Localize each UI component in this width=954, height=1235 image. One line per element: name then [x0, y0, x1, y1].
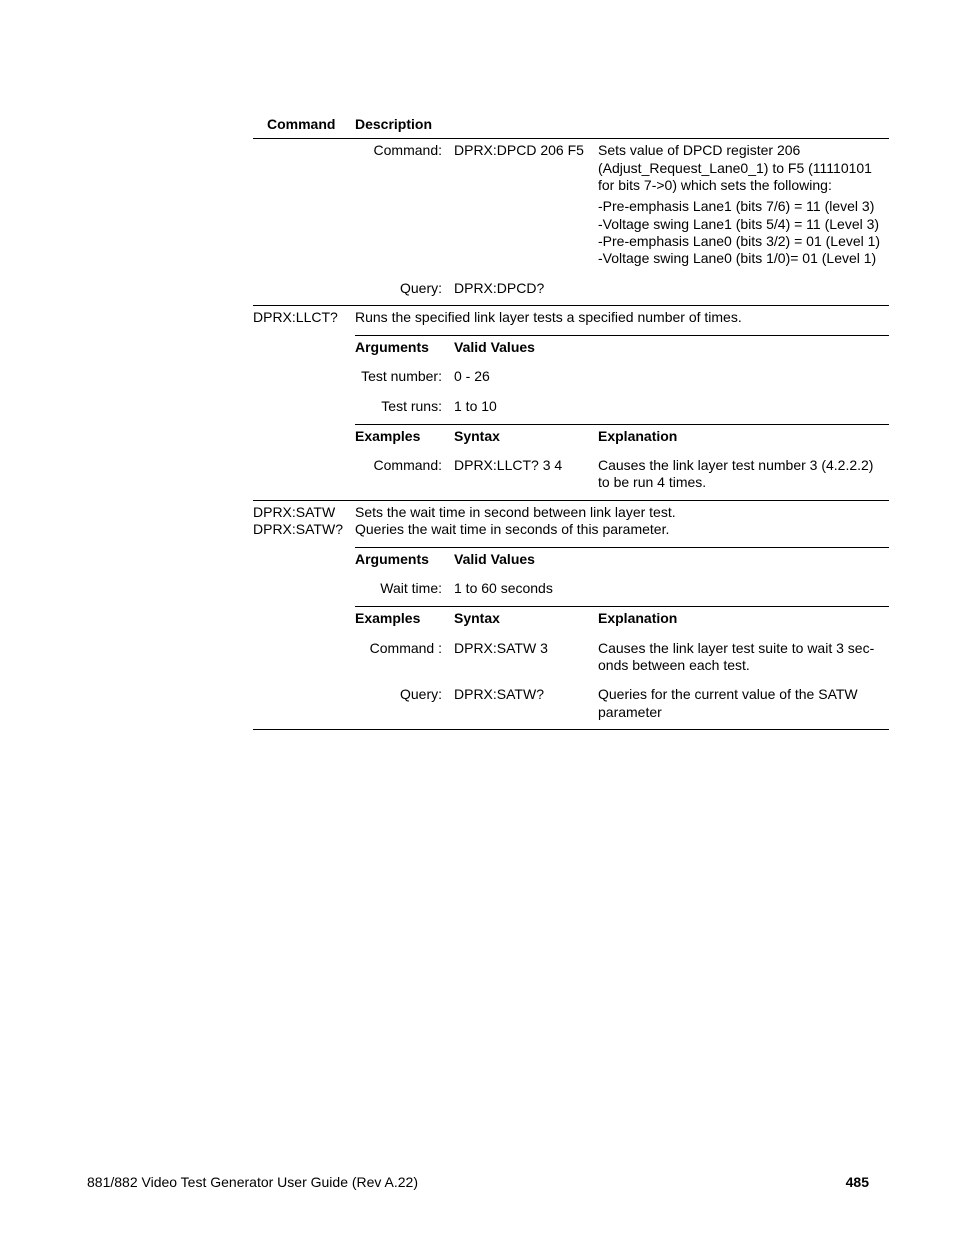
- satw-command-explanation: onds between each test.: [598, 657, 750, 673]
- header-rule: [253, 138, 889, 139]
- dpcd-command-syntax: DPRX:DPCD 206 F5: [454, 142, 584, 158]
- llct-example-syntax: DPRX:LLCT? 3 4: [454, 457, 563, 473]
- dpcd-setting-line: -Voltage swing Lane0 (bits 1/0)= 01 (Level 1): [598, 250, 877, 266]
- satw-query-explanation: parameter: [598, 704, 662, 720]
- llct-arguments-header: Arguments: [355, 339, 429, 355]
- llct-explanation-header: Explanation: [598, 428, 678, 444]
- satw-query-description: Queries the wait time in seconds of this parameter.: [355, 521, 670, 537]
- satw-valid-values-header: Valid Values: [454, 551, 535, 567]
- satw-command-syntax: DPRX:SATW 3: [454, 640, 548, 656]
- satw-query-explanation: Queries for the current value of the SATW: [598, 686, 858, 702]
- llct-arg-value: 1 to 10: [454, 398, 497, 414]
- llct-arg-value: 0 - 26: [454, 368, 490, 384]
- footer-title: 881/882 Video Test Generator User Guide (Rev A.22): [87, 1174, 419, 1190]
- satw-arg-value: 1 to 60 seconds: [454, 580, 553, 596]
- column-header-command: Command: [267, 116, 336, 132]
- dpcd-setting-line: -Pre-emphasis Lane1 (bits 7/6) = 11 (level 3): [598, 198, 875, 214]
- dpcd-explanation-line: Sets value of DPCD register 206: [598, 142, 801, 158]
- arguments-rule: [355, 335, 889, 336]
- llct-arg-label: Test runs:: [381, 398, 442, 414]
- satw-explanation-header: Explanation: [598, 610, 678, 626]
- satw-command: DPRX:SATW: [253, 504, 336, 520]
- satw-examples-header: Examples: [355, 610, 421, 626]
- arguments-rule: [355, 547, 889, 548]
- dpcd-setting-line: -Voltage swing Lane1 (bits 5/4) = 11 (Level 3): [598, 216, 880, 232]
- dpcd-explanation-line: (Adjust_Request_Lane0_1) to F5 (11110101: [598, 160, 872, 176]
- column-header-description: Description: [355, 116, 433, 132]
- llct-arg-label: Test number:: [361, 368, 442, 384]
- llct-example-label: Command:: [373, 457, 442, 473]
- dpcd-command-label: Command:: [373, 142, 442, 158]
- satw-command-explanation: Causes the link layer test suite to wait 3 sec-: [598, 640, 875, 656]
- page-number: 485: [845, 1174, 869, 1190]
- llct-description: Runs the specified link layer tests a specified number of times.: [355, 309, 742, 325]
- llct-valid-values-header: Valid Values: [454, 339, 535, 355]
- satw-query-label: Query:: [399, 686, 442, 702]
- examples-rule: [355, 606, 889, 607]
- satw-arguments-header: Arguments: [355, 551, 429, 567]
- llct-example-explanation: to be run 4 times.: [598, 474, 707, 490]
- row-divider: [253, 305, 889, 306]
- satw-query-syntax: DPRX:SATW?: [454, 686, 544, 702]
- dpcd-setting-line: -Pre-emphasis Lane0 (bits 3/2) = 01 (Level 1): [598, 233, 881, 249]
- satw-query-command: DPRX:SATW?: [253, 521, 343, 537]
- row-divider: [253, 500, 889, 501]
- satw-arg-label: Wait time:: [380, 580, 442, 596]
- satw-description: Sets the wait time in second between link layer test.: [355, 504, 676, 520]
- llct-syntax-header: Syntax: [454, 428, 500, 444]
- dpcd-query-label: Query:: [399, 280, 442, 296]
- dpcd-explanation-line: for bits 7->0) which sets the following:: [598, 177, 832, 193]
- llct-example-explanation: Causes the link layer test number 3 (4.2.2.2): [598, 457, 874, 473]
- dpcd-query-syntax: DPRX:DPCD?: [454, 280, 545, 296]
- table-bottom-rule: [253, 729, 889, 730]
- satw-command-label: Command :: [369, 640, 442, 656]
- llct-command: DPRX:LLCT?: [253, 309, 338, 325]
- llct-examples-header: Examples: [355, 428, 421, 444]
- satw-syntax-header: Syntax: [454, 610, 500, 626]
- examples-rule: [355, 424, 889, 425]
